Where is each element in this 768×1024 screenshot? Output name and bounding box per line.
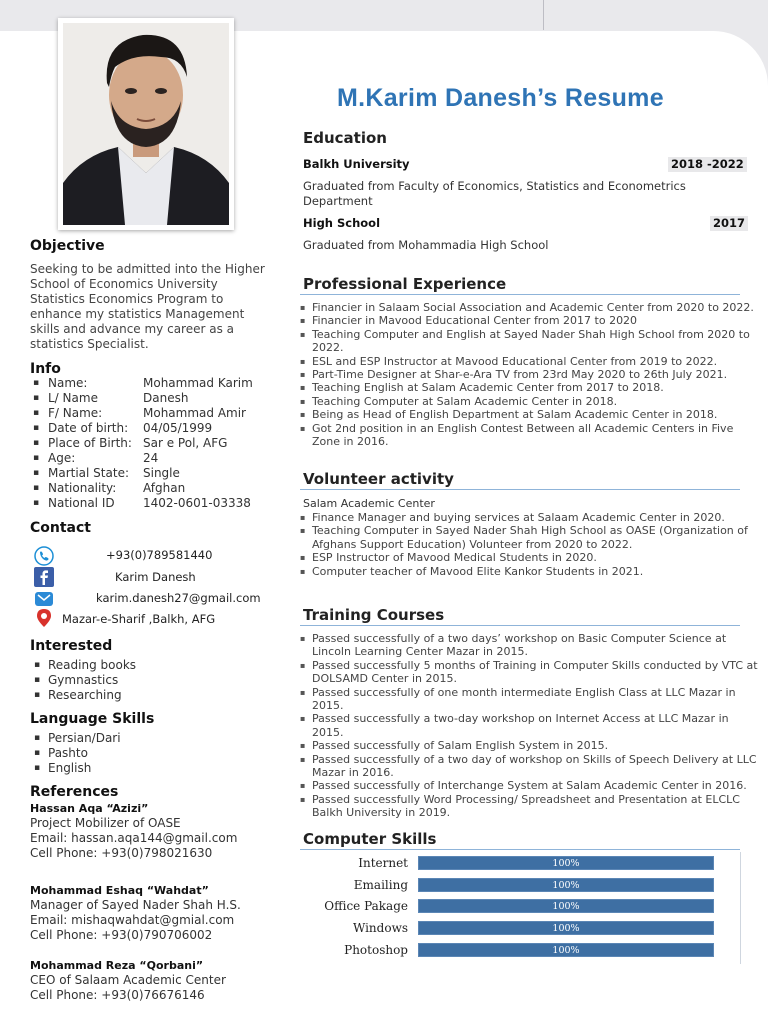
contact-facebook[interactable]: Karim Danesh	[115, 570, 196, 584]
computer-skills-chart	[300, 850, 744, 968]
reference-name: Mohammad Eshaq “Wahdat”	[30, 884, 209, 897]
info-key: Martial State:	[48, 466, 129, 480]
info-value: Sar e Pol, AFG	[143, 436, 228, 450]
reference-name: Hassan Aqa “Azizi”	[30, 802, 149, 815]
reference-1	[30, 801, 237, 861]
info-key: F/ Name:	[48, 406, 103, 420]
info-key: Age:	[48, 451, 76, 465]
objective-text: Seeking to be admitted into the Higher School of Economics University Statistics Economics Program to enhance my statistics Management skills and advance my career as a statistics Specialist.	[30, 262, 265, 351]
info-item	[33, 436, 253, 451]
education-heading: Education	[303, 129, 387, 147]
list-item: ▪ Teaching Computer in Sayed Nader Shah High School as OASE (Organization of Afghans Support Education) Volunteer from 2020 to 2022.	[300, 524, 756, 551]
info-list	[33, 376, 253, 511]
list-item: ▪ ESL and ESP Instructor at Mavood Educational Center from 2019 to 2022.	[300, 355, 760, 368]
skill-row	[300, 943, 744, 959]
list-item: ▪ ESP Instructor of Mavood Medical Students in 2020.	[300, 551, 756, 564]
experience-list	[300, 301, 760, 448]
contact-address: Mazar-e-Sharif ,Balkh, AFG	[62, 612, 216, 626]
list-item: ▪ Financier in Salaam Social Association and Academic Center from 2020 to 2022.	[300, 301, 760, 314]
list-item: ▪ Passed successfully of a two days’ workshop on Basic Computer Science at Lincoln Learning Center Mazar in 2015.	[300, 632, 762, 659]
profile-photo	[58, 18, 234, 230]
email-icon[interactable]	[34, 589, 54, 609]
list-item: ▪ Gymnastics	[34, 673, 136, 688]
reference-phone: Cell Phone: +93(0)76676146	[30, 988, 205, 1002]
experience-heading: Professional Experience	[303, 275, 507, 293]
list-item: ▪ Passed successfully 5 months of Training in Computer Skills conducted by VTC at DOLSAMD Center in 2015.	[300, 659, 762, 686]
reference-role: Project Mobilizer of OASE	[30, 816, 181, 830]
info-value: 1402-0601-03338	[143, 496, 251, 510]
skill-bar	[418, 899, 714, 913]
objective-heading: Objective	[30, 238, 105, 254]
references-heading: References	[30, 784, 119, 800]
section-divider	[300, 625, 740, 626]
info-key: Place of Birth:	[48, 436, 132, 450]
skill-row	[300, 878, 744, 894]
info-value: 24	[143, 451, 159, 465]
info-item	[33, 466, 253, 481]
skill-row	[300, 899, 744, 915]
info-value: Mohammad Amir	[143, 406, 246, 420]
info-item	[33, 391, 253, 406]
list-item: ▪ Pashto	[34, 746, 121, 761]
skill-label: Windows	[352, 921, 408, 935]
language-list	[34, 731, 121, 776]
reference-email: Email: hassan.aqa144@gmail.com	[30, 831, 238, 845]
info-value: Danesh	[143, 391, 189, 405]
reference-name: Mohammad Reza “Qorbani”	[30, 959, 204, 972]
info-key: Name:	[48, 376, 88, 390]
skill-percent: 100%	[552, 945, 580, 956]
info-key: L/ Name	[48, 391, 98, 405]
volunteer-list	[300, 511, 756, 578]
skill-percent: 100%	[552, 880, 580, 891]
list-item: ▪ Financier in Mavood Educational Center from 2017 to 2020	[300, 314, 760, 327]
language-heading: Language Skills	[30, 711, 155, 727]
volunteer-org: Salam Academic Center	[303, 497, 435, 510]
list-item: ▪ Teaching English at Salam Academic Center from 2017 to 2018.	[300, 381, 760, 394]
list-item: ▪ Being as Head of English Department at Salam Academic Center in 2018.	[300, 408, 760, 421]
interested-heading: Interested	[30, 638, 113, 654]
training-heading: Training Courses	[303, 606, 445, 624]
skill-label: Emailing	[353, 878, 408, 892]
interested-list	[34, 658, 136, 703]
education-school-2: High School	[303, 216, 381, 230]
skill-label: Internet	[358, 856, 408, 870]
reference-role: Manager of Sayed Nader Shah H.S.	[30, 898, 241, 912]
skill-row	[300, 856, 744, 872]
section-divider	[300, 294, 740, 295]
skill-percent: 100%	[552, 858, 580, 869]
contact-heading: Contact	[30, 520, 91, 536]
list-item: ▪ English	[34, 761, 121, 776]
list-item: ▪ Passed successfully a two-day workshop on Internet Access at LLC Mazar in 2015.	[300, 712, 762, 739]
list-item: ▪ Passed successfully of one month intermediate English Class at LLC Mazar in 2015.	[300, 686, 762, 713]
list-item: ▪ Researching	[34, 688, 136, 703]
list-item: ▪ Part-Time Designer at Shar-e-Ara TV from 23rd May 2020 to 26th July 2021.	[300, 368, 760, 381]
info-key: National ID	[48, 496, 115, 510]
skill-label: Office Pakage	[324, 899, 408, 913]
education-desc-2: Graduated from Mohammadia High School	[303, 238, 549, 252]
skill-bar	[418, 943, 714, 957]
skill-percent: 100%	[552, 923, 580, 934]
list-item: ▪ Finance Manager and buying services at Salaam Academic Center in 2020.	[300, 511, 756, 524]
list-item: ▪ Passed successfully of Interchange System at Salam Academic Center in 2016.	[300, 779, 762, 792]
computer-skills-heading: Computer Skills	[303, 830, 437, 848]
facebook-icon[interactable]	[34, 567, 54, 587]
info-item	[33, 481, 253, 496]
info-item	[33, 421, 253, 436]
info-item	[33, 451, 253, 466]
info-heading: Info	[30, 361, 61, 377]
resume-title: M.Karim Danesh’s Resume	[337, 84, 664, 112]
volunteer-heading: Volunteer activity	[303, 470, 454, 488]
profile-photo-image	[63, 23, 229, 225]
list-item: ▪ Passed successfully of Salam English System in 2015.	[300, 739, 762, 752]
list-item: ▪ Reading books	[34, 658, 136, 673]
skill-row	[300, 921, 744, 937]
education-years-2: 2017	[710, 216, 748, 231]
info-item	[33, 376, 253, 391]
skill-percent: 100%	[552, 901, 580, 912]
contact-phone: +93(0)789581440	[106, 548, 213, 562]
skill-bar	[418, 921, 714, 935]
background-divider	[543, 0, 544, 30]
education-years-1: 2018 -2022	[668, 157, 747, 172]
list-item: ▪ Got 2nd position in an English Contest Between all Academic Centers in Five Zone in 2016.	[300, 422, 760, 449]
list-item: ▪ Passed successfully of a two day of workshop on Skills of Speech Delivery at LLC Mazar in 2016.	[300, 753, 762, 780]
info-value: Mohammad Karim	[143, 376, 253, 390]
reference-3	[30, 958, 226, 1003]
education-desc-1: Graduated from Faculty of Economics, Statistics and Econometrics Department	[303, 179, 686, 208]
info-key: Date of birth:	[48, 421, 129, 435]
list-item: ▪ Computer teacher of Mavood Elite Kankor Students in 2021.	[300, 565, 756, 578]
education-school-1: Balkh University	[303, 157, 410, 171]
list-item: ▪ Teaching Computer and English at Sayed Nader Shah High School from 2020 to 2022.	[300, 328, 760, 355]
list-item: ▪ Passed successfully Word Processing/ Spreadsheet and Presentation at ELCLC Balkh University in 2019.	[300, 793, 762, 820]
info-value: Single	[143, 466, 180, 480]
info-key: Nationality:	[48, 481, 117, 495]
contact-email[interactable]: karim.danesh27@gmail.com	[96, 591, 261, 605]
location-pin-icon	[34, 608, 54, 628]
phone-icon	[34, 546, 54, 566]
list-item: ▪ Teaching Computer at Salam Academic Center in 2018.	[300, 395, 760, 408]
reference-phone: Cell Phone: +93(0)790706002	[30, 928, 213, 942]
info-item	[33, 406, 253, 421]
reference-phone: Cell Phone: +93(0)798021630	[30, 846, 213, 860]
reference-2	[30, 883, 241, 943]
training-list	[300, 632, 762, 820]
skill-label: Photoshop	[344, 943, 408, 957]
skill-bar	[418, 856, 714, 870]
skill-bar	[418, 878, 714, 892]
list-item: ▪ Persian/Dari	[34, 731, 121, 746]
info-value: Afghan	[143, 481, 186, 495]
info-item	[33, 496, 253, 511]
reference-role: CEO of Salaam Academic Center	[30, 973, 226, 987]
info-value: 04/05/1999	[143, 421, 213, 435]
reference-email: Email: mishaqwahdat@gmial.com	[30, 913, 235, 927]
section-divider	[300, 489, 740, 490]
